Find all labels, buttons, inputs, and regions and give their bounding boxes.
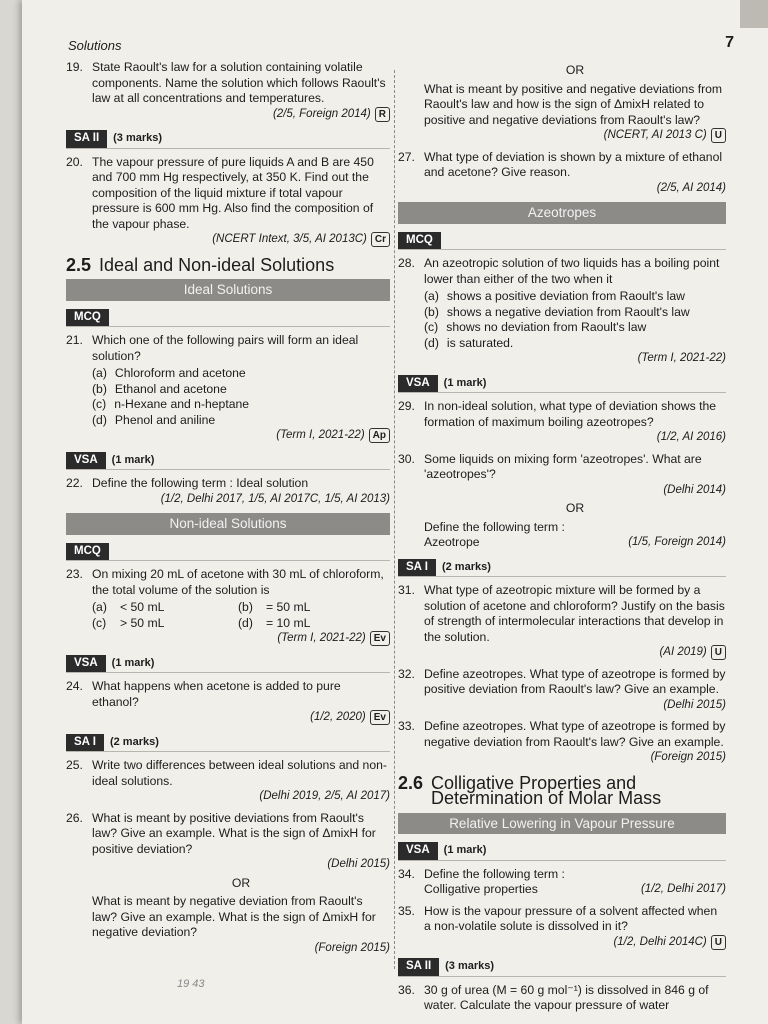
difficulty-tag: U (711, 935, 726, 950)
question-30: 30. Some liquids on mixing form 'azeotropes'. What are 'azeotropes'? (Delhi 2014) OR Define the following term : Azeotrope (1/5, Foreign 2014) (398, 451, 726, 549)
section-label-mcq: MCQ (66, 309, 390, 328)
section-label-mcq: MCQ (66, 543, 390, 562)
options-list (92, 600, 390, 631)
difficulty-tag: R (375, 107, 390, 122)
options-list (424, 289, 726, 351)
question-28: 28. An azeotropic solution of two liquids has a boiling point lower than either of the two when it (a) shows a positive deviation from Raoult's law (b) shows a negative deviation from Raoult's law (c) shows no deviation from Raoult's law (d) is saturated. (Term I, 2021-22) (398, 256, 726, 364)
question-26-alt: OR What is meant by positive and negative deviations from Raoult's law and how is the sign of ΔmixH related to positive and negative deviations from Raoult's law? (NCERT, AI 2013 C) U (398, 63, 726, 144)
difficulty-tag: U (711, 128, 726, 143)
question-36: 36. 30 g of urea (M = 60 g mol⁻¹) is dissolved in 846 g of water. Calculate the vapour pressure of water (398, 982, 709, 1012)
page-corner-fold (740, 0, 768, 28)
option-a: (a) shows a positive deviation from Raoult's law (424, 289, 685, 303)
question-24: 24. What happens when acetone is added to pure ethanol? (1/2, 2020) Ev (66, 679, 390, 726)
section-heading-2-6: 2.6 Colligative Properties and Determination of Molar Mass (398, 772, 662, 808)
handwritten-note: 19 43 (177, 978, 205, 990)
question-27: 27. What type of deviation is shown by a mixture of ethanol and acetone? Give reason. (2/5, AI 2014) (398, 149, 726, 194)
question-35: 35. How is the vapour pressure of a solvent affected when a non-volatile solute is dissolved in it? (1/2, Delhi 2014C) U (398, 904, 726, 951)
option-row: (a) < 50 mL (b) = 50 mL (92, 600, 311, 614)
section-heading-2-5: 2.5 Ideal and Non-ideal Solutions (66, 254, 335, 275)
question-31: 31. What type of azeotropic mixture will be formed by a solution of acetone and chloroform? Justify on the basis of strength of intermolecular interactions that develop in the solution. (AI 2019) U (398, 583, 725, 659)
difficulty-tag: Cr (371, 232, 390, 247)
difficulty-tag: U (711, 645, 726, 660)
or-separator: OR (231, 875, 251, 890)
option-d: (d) Phenol and aniline (92, 412, 216, 427)
option-b: (b) shows a negative deviation from Raoult's law (424, 304, 690, 319)
section-label-vsa: VSA (1 mark) (398, 842, 726, 861)
column-divider (394, 70, 395, 969)
banner-ideal-solutions: Ideal Solutions (66, 279, 390, 301)
banner-non-ideal-solutions: Non-ideal Solutions (66, 513, 390, 535)
difficulty-tag: Ap (369, 428, 390, 443)
question-23: 23. On mixing 20 mL of acetone with 30 mL of chloroform, the total volume of the solution is (a) < 50 mL (b) = 50 mL (c) > 50 mL (d) = 10 mL (Term I, 2021-22) Ev (66, 567, 390, 647)
textbook-page (22, 0, 768, 1024)
or-separator: OR (565, 501, 585, 515)
question-19: 19. State Raoult's law for a solution containing volatile components. Name the solution which follows Raoult's law at all concentrations and temperatures. (2/5, Foreign 2014) R (66, 60, 390, 122)
running-title: Solutions (68, 38, 122, 53)
options-list (92, 366, 390, 428)
question-29: 29. In non-ideal solution, what type of deviation shows the formation of maximum boiling azeotropes? (1/2, AI 2016) (398, 399, 726, 443)
option-d: (d) is saturated. (424, 335, 514, 350)
banner-relative-lowering: Relative Lowering in Vapour Pressure (398, 813, 726, 835)
question-33: 33. Define azeotropes. What type of azeotrope is formed by negative deviation from Raoult's law? Give an example. (Foreign 2015) (398, 719, 726, 763)
question-20: 20. The vapour pressure of pure liquids A and B are 450 and 700 mm Hg respectively, at 350 K. Find out the composition of the liquid mixture if total vapour pressure is 600 mm Hg. Also find the composition of the vapour phase. (NCERT Intext, 3/5, AI 2013C) Cr (66, 155, 390, 248)
left-column (66, 60, 390, 962)
question-34: 34. Define the following term : Colligative properties (1/2, Delhi 2017) (398, 866, 726, 896)
option-row: (c) > 50 mL (d) = 10 mL (92, 615, 311, 630)
question-26: 26. What is meant by positive deviations from Raoult's law? Give an example. What is the sign of ΔmixH for positive deviation? (Delhi 2015) OR What is meant by negative deviation from Raoult's law? Give an example. What is the sign of ΔmixH for negative deviation? (Foreign 2015) (66, 810, 390, 954)
or-separator: OR (565, 63, 585, 77)
section-label-vsa: VSA (1 mark) (398, 375, 726, 394)
section-label-vsa: VSA (1 mark) (66, 655, 390, 674)
page-number: 7 (725, 34, 734, 51)
option-b: (b) Ethanol and acetone (92, 381, 227, 396)
banner-azeotropes: Azeotropes (398, 202, 726, 224)
section-label-sa1: SA I (2 marks) (398, 559, 726, 578)
section-label-sa2: SA II (3 marks) (66, 130, 390, 149)
question-32: 32. Define azeotropes. What type of azeotrope is formed by positive deviation from Raoult's law? Give an example. (Delhi 2015) (398, 666, 726, 711)
difficulty-tag: Ev (370, 710, 390, 725)
option-c: (c) shows no deviation from Raoult's law (424, 320, 647, 334)
option-a: (a) Chloroform and acetone (92, 366, 246, 380)
section-label-mcq: MCQ (398, 232, 726, 251)
question-21: 21. Which one of the following pairs will form an ideal solution? (a) Chloroform and acetone (b) Ethanol and acetone (c) n-Hexane and n-heptane (d) Phenol and aniline (Term I, 2021-22) Ap (66, 333, 390, 444)
difficulty-tag: Ev (370, 631, 390, 646)
section-label-sa1: SA I (2 marks) (66, 734, 390, 753)
question-22: 22. Define the following term : Ideal solution (1/2, Delhi 2017, 1/5, AI 2017C, 1/5, AI 2013) (66, 476, 390, 505)
question-25: 25. Write two differences between ideal solutions and non-ideal solutions. (Delhi 2019, 2/5, AI 2017) (66, 758, 390, 802)
option-c: (c) n-Hexane and n-heptane (92, 397, 250, 411)
section-label-vsa: VSA (1 mark) (66, 452, 390, 471)
right-column (398, 60, 726, 1020)
section-label-sa2: SA II (3 marks) (398, 958, 726, 977)
